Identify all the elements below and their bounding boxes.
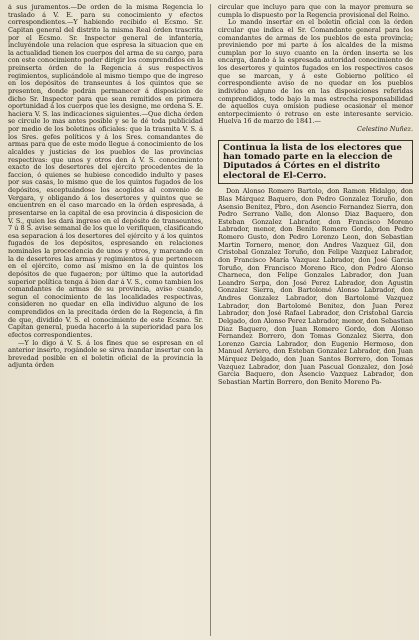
electors-heading-box xyxy=(218,140,413,185)
left-paragraph-2: —Y lo digo á V. S. á los fines que se espresan en el anterior inserto, rogándole se sirva mandar insertar con la brevedad posible en el boletin oficial de la provincia la adjunta órden xyxy=(8,338,203,370)
right-paragraph-1: circular que incluyo para que con la mayor premura se cumpla lo dispuesto por la Regencia provisional del Reino. xyxy=(217,4,413,19)
left-column xyxy=(8,4,203,636)
column-divider xyxy=(210,4,211,636)
text-columns xyxy=(8,4,413,636)
signature: Celestino Nuñez. xyxy=(357,125,413,133)
right-column xyxy=(218,4,413,636)
electors-list: Don Alonso Romero Bartolo, don Ramon Hidalgo, don Blas Márquez Baquero, don Pedro Gonzalez Toruño, don Asensio Benitez, Pbro., don Asencio Fernandez Sierra, don Pedro Serrano Valle, don Alonso Diaz Baquero, don Esteban Gonzalez Labrador, don Francisco Moreno Labrador, menor, don Benito Romero Gordo, don Pedro Romero Gusto, don Pedro Lorenzo Leon, don Sebastian Martin Tornero, menor, don Andres Vazquez Gil, don Cristobal Gonzalez Toruño, don Felipe Vazquez Labrador, don Francisco María Vazquez Labrador, don José Garcia Toruño, don Francisco Moreno Rico, don Pedro Alonso Charneca, don Felipe Gonzales Labrador, don Juan Leandro Serpa, don José Perez Labrador, don Agustin Gonzalez Sierra, don Bartolomé Alonso Labrador, don Andres Gonzalez Labrador, don Bartolomé Vazquez Labrador, don Bartolomé Benitez, don Juan Perez Labrador, don José Rafael Labrador, don Cristobal Garcia Delgado, don Alonso Perez Labrador, menor, don Sebastian Diaz Baquero, don Juan Romero Gordo, don Alonso Fernandez Borrero, don Tomas Gonzalez Sierra, don Lorenzo Garcia Labrador, don Eugenio Hermoso, don Manuel Arriero, don Esteban Gonzalez Labrador, don Juan Márquez Delgado, don Juan Santos Borrero, don Tomas Vazquez Labrador, don Juan Pascual Gonzalez, don José Garcia Baquero, don Asencio Vazquez Labrador, don Sebastian Martin Borrero, don Benito Moreno Pa- xyxy=(217,187,413,386)
right-paragraph-2: Lo mando insertar en el boletin oficial con la órden circular que indica el Sr. Comandante general para los comandantes de armas de los pueblos de esta provincia; previniendo por mi parte á los alcaldes de la misma cumplan por lo suyo cuanto en la órden inserta se les encarga, dando á la espresada autoridad conocimiento de los desertores y quintos fugados en los respectivos casos que se marcan, y á este Gobierno político el correspondiente aviso de no quedar en los pueblos individuo alguno de los en las disposiciones referidas comprendidos, todo bajo la mas estrecha responsabilidad de aquellos cuya omision pudiese ocasionar el menor entorpecimiento ó retraso en este interesante servicio. Huelva 16 de marzo de 1841.— xyxy=(217,18,413,126)
electors-heading: Continua la lista de los electores que han tomado parte en la eleccion de Diputados á Córtes en el distrito electoral de El-Cerro. xyxy=(222,142,402,181)
left-paragraph-1: á sus juramentos.—De orden de la misma Regencia lo traslado á V. E. para su conocimiento y efectos correspondientes.—Y habiendo recibido el Ecsmo. Sr. Capitan general del distrito la misma Real órden trascrita por el Ecsmo. Sr. Inspector general de infantería, incluyéndole una relacion que espresa la situacion que en la actualidad tienen los cuerpos del arma de su cargo, para con este conocimiento poder dirigir los comprendidos en la preinserta órden de la Regencia á sus respectivos regimientos, suplicándole al mismo tiempo que de ingreso en los depósitos de transeuntes á los quintos que se presenten, donde podrán permanecer á disposicion de dicho Sr. Inspector para que sean remitidos en primera oportunidad á los cuerpos que les designe, me ordena S. E. haciera V. S. las indicaciones siguientes.—Que dicha órden se circule lo mas antes posible y se le dé toda publicidad por medio de los boletines oficiales: que la trasmita V. S. á los Sres. gefes políticos y á los Sres. comandantes de armas para que de este modo llegue á conocimiento de los alcaldes y justicias de los pueblos de las provincias respectivas: que unos y otros den á V. S. conocimiento exacto de los desertores del ejército procedentes de la faccion, ó quienes se hubiese concedido indulto y pases por sus casas, lo mismo que de los quintos fugados de los depósitos, esceptuándose los acogidos al convenio de Vergara, y obligando á los desertores y quintos que se encuentren en el caso marcado en la órden espresada, á presentarse en la capital de esa provincia á disposicion de V. S., quien les dará ingreso en el depósito de transeuntes, 7 ú 8 S. avise semanal de los que lo verifiquen, clasificando esa separacion á los desertores del ejército y á los quintos fugados de los depósitos, espresando en relaciones nominales la procedencia de unos y otros, y marcando en la de desertores las armas y regimientos á que pertenecen en el ejército, como así mismo en la de quintos los depósitos de que fugaeron; por último que la autoridad superior política tenga á bien dar á V. S., como tambien los comandantes de armas de su provincia, aviso cuando, segun el conocimiento de las localidades respectivas, consideren no quedar en ella individuo alguno de los comprendidos en la precitada órden de la Regencia, á fin de que, dividido V. S. el conocimiento de este Ecsmo. Sr. Capitan general, pueda hacerlo á la superioridad para los efectos correspondientes. xyxy=(8,4,203,339)
